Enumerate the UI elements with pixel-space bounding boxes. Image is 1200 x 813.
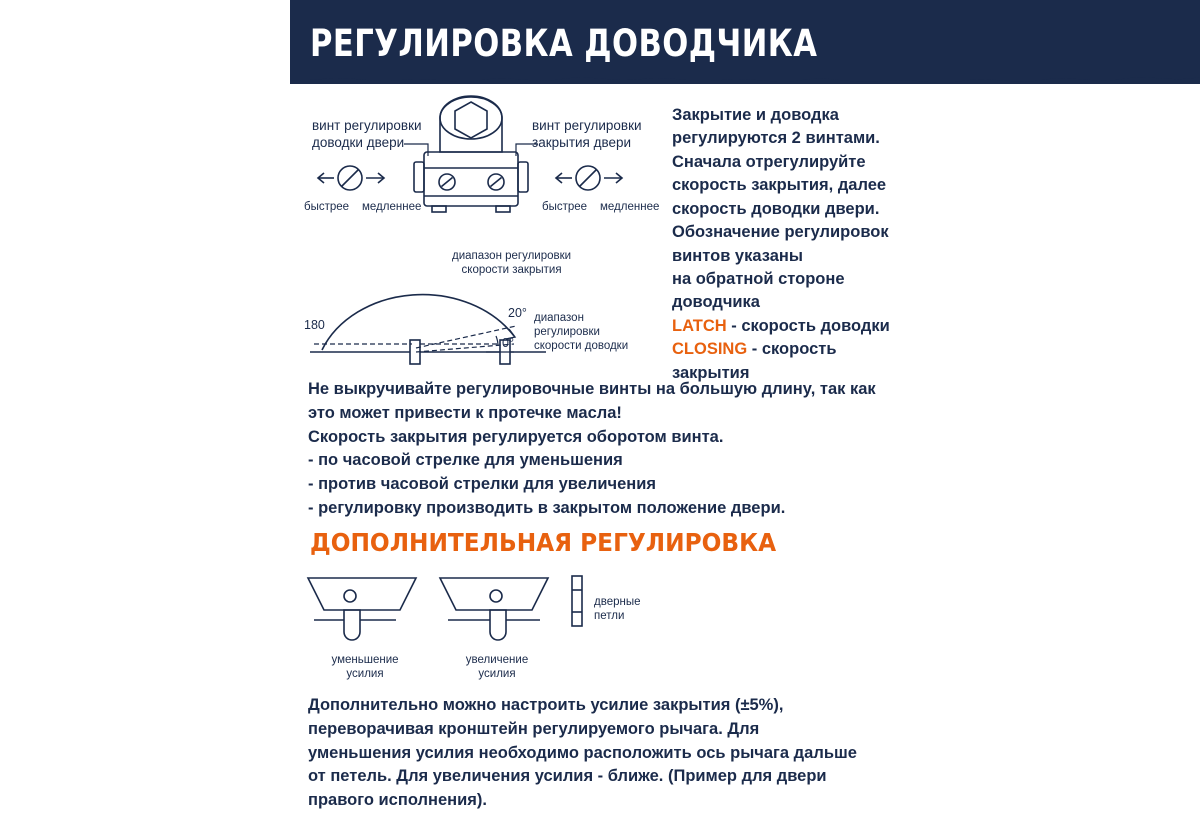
label-latch-range-line2: регулировки (534, 325, 600, 338)
intro-line-5: скорость доводки двери. (672, 199, 880, 218)
latch-legend-row (672, 315, 912, 338)
additional-line-2: переворачивая кронштейн регулируемого рычага. Для (308, 719, 760, 738)
additional-adjustment-text-block (308, 694, 908, 813)
label-door-hinges-line2: петли (594, 609, 625, 622)
label-latch-range-line1: диапазон (534, 312, 584, 324)
intro-line-3: Сначала отрегулируйте (672, 152, 866, 171)
latch-keyword: LATCH (672, 316, 727, 335)
closing-description-line2: закрытия (672, 363, 750, 382)
label-reduce-force-line2: усилия (346, 667, 384, 680)
label-closing-range (452, 250, 571, 278)
label-closing-range-line2: скорости закрытия (461, 263, 562, 276)
warning-line-6: - регулировку производить в закрытом положение двери. (308, 498, 786, 517)
intro-line-9: доводчика (672, 293, 760, 312)
closing-legend-row (672, 338, 912, 361)
angle-range-diagram (300, 240, 670, 370)
warning-line-4: - по часовой стрелке для уменьшения (308, 451, 623, 470)
intro-line-1: Закрытие и доводка (672, 106, 839, 124)
label-angle-20: 20° (508, 306, 527, 320)
label-closing-range-line1: диапазон регулировки (452, 250, 572, 262)
latch-description: - скорость доводки (726, 316, 890, 335)
additional-line-4: от петель. Для увеличения усилия - ближе. (Пример для двери (308, 767, 827, 786)
intro-line-7: винтов указаны (672, 246, 803, 265)
label-door-hinges (594, 596, 641, 624)
warning-line-1: Не выкручивайте регулировочные винты на большую длину, так как (308, 380, 876, 398)
intro-text-block (672, 104, 912, 385)
closing-keyword: CLOSING (672, 340, 748, 359)
label-closing-screw (532, 118, 642, 152)
label-latch-screw-line2: доводки двери (312, 134, 405, 150)
label-increase-force (442, 654, 552, 682)
label-latch-screw (312, 118, 422, 152)
warning-line-2: это может привести к протечке масла! (308, 403, 622, 422)
intro-line-8: на обратной стороне (672, 269, 845, 288)
label-right-slower: медленнее (600, 201, 660, 213)
label-angle-0: 0° (502, 336, 514, 350)
additional-line-3: уменьшения усилия необходимо расположить ось рычага дальше (308, 743, 857, 762)
label-increase-force-line2: усилия (478, 667, 516, 680)
page-title: РЕГУЛИРОВКА ДОВОДЧИКА (310, 22, 818, 65)
section-heading-additional-adjustment: ДОПОЛНИТЕЛЬНАЯ РЕГУЛИРОВКА (310, 528, 777, 557)
label-reduce-force-line1: уменьшение (331, 654, 399, 666)
intro-line-4: скорость закрытия, далее (672, 176, 887, 195)
label-latch-range (534, 312, 628, 353)
label-left-slower: медленнее (362, 201, 422, 213)
closing-description: - скорость (747, 340, 837, 359)
label-door-hinges-line1: дверные (594, 596, 641, 608)
label-reduce-force (310, 654, 420, 682)
warning-line-3: Скорость закрытия регулируется оборотом винта. (308, 427, 724, 446)
label-latch-range-line3: скорости доводки (534, 339, 629, 352)
label-angle-180: 180 (304, 318, 325, 332)
torn-edge-decoration (290, 70, 1200, 84)
label-closing-screw-line2: закрытия двери (532, 134, 632, 150)
additional-line-1: Дополнительно можно настроить усилие закрытия (±5%), (308, 696, 784, 714)
label-latch-screw-line1: винт регулировки (312, 118, 422, 133)
warning-line-5: - против часовой стрелки для увеличения (308, 475, 657, 493)
intro-line-2: регулируются 2 винтами. (672, 129, 880, 148)
label-right-faster: быстрее (542, 201, 588, 213)
intro-line-6: Обозначение регулировок (672, 223, 889, 242)
bracket-diagram (300, 570, 680, 690)
closer-screws-diagram (300, 96, 670, 226)
warning-text-block (308, 378, 908, 521)
label-closing-screw-line1: винт регулировки (532, 118, 642, 133)
label-left-faster: быстрее (304, 201, 350, 213)
additional-line-5: правого исполнения). (308, 791, 487, 809)
label-increase-force-line1: увеличение (465, 654, 529, 666)
